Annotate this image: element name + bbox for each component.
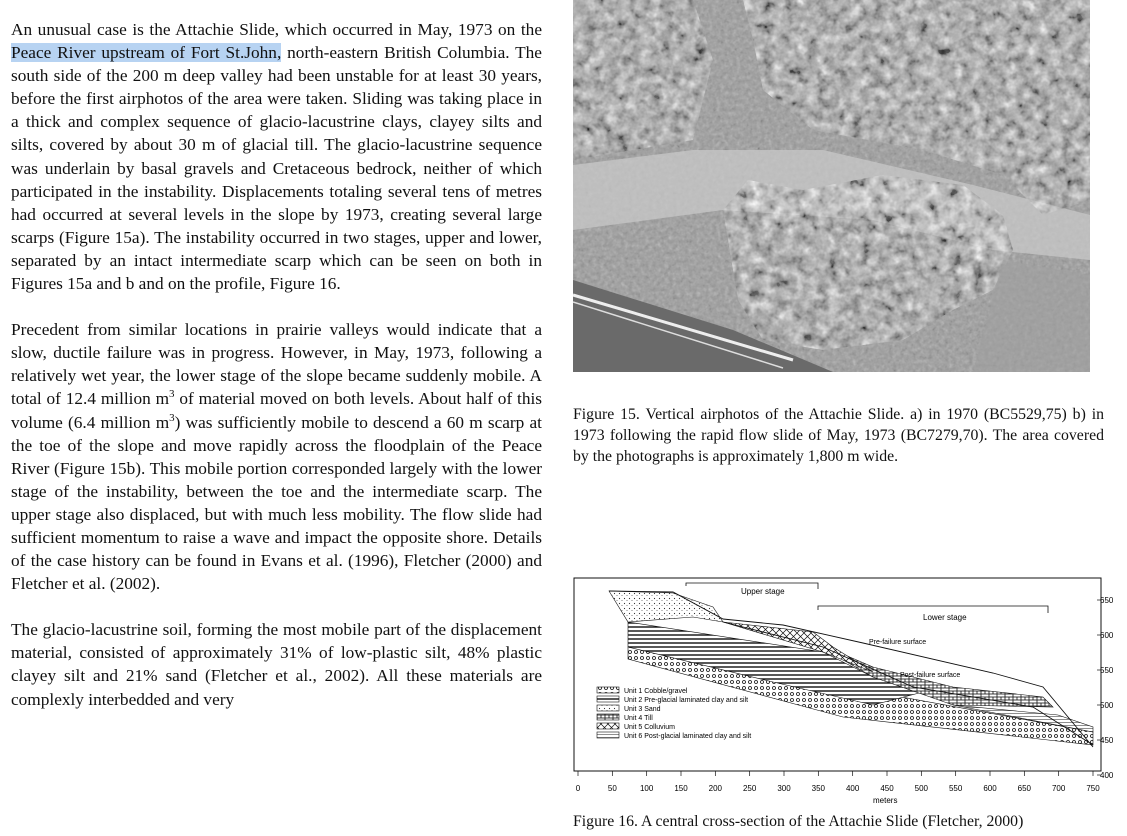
p1-text-end: north-eastern British Columbia. The south side of the 200 m deep valley had been unstable for at least 30 years, before the first airphotos of the area were taken. Sliding was taking place in a thick and complex sequence of glacio-lacustrine clays, clayey silts and silts, covered by about 30 m of glacial till. The glacio-lacustrine sequence was underlain by basal gravels and Cretaceous bedrock, neither of which participated in the instability. Displacements totaling several tens of metres had occurred at several levels in the slope by 1973, creating several large scarps (Figure 15a). The instability occurred in two stages, upper and lower, separated by an intact intermediate scarp which can be seen on both in Figures 15a and b and on the profile, Figure 16. xyxy=(11,43,542,294)
y-tick-label: 550 xyxy=(1100,666,1113,675)
p2-text-a: Precedent from similar locations in prairie valleys would indicate that a slow, ductile failure was in progress. However, in May, 1973, following a relatively wet year, the lower stage of the slope became suddenly mobile. A total of 12.4 million m xyxy=(11,320,542,409)
superscript-3: 3 xyxy=(169,411,175,424)
superscript-3: 3 xyxy=(169,388,175,401)
x-tick-label: 250 xyxy=(742,784,757,793)
text-selection-highlight[interactable]: Peace River upstream of Fort St.John, xyxy=(11,43,282,63)
pre-failure-label: Pre-failure surface xyxy=(869,639,927,646)
x-tick-label: 500 xyxy=(914,784,929,793)
legend-label: Unit 6 Post-glacial laminated clay and silt xyxy=(624,733,752,740)
legend-label: Unit 2 Pre-glacial laminated clay and silt xyxy=(624,697,749,704)
x-tick-label: 300 xyxy=(777,784,791,793)
p1-text-start: An unusual case is the Attachie Slide, which occurred in May, 1973 on the xyxy=(11,20,542,39)
figure-16-caption: Figure 16. A central cross-section of the Attachie Slide (Fletcher, 2000) xyxy=(573,813,1024,830)
legend-label: Unit 1 Cobble/gravel xyxy=(624,688,688,695)
y-tick-label: 650 xyxy=(1100,596,1113,605)
paragraph-1 xyxy=(11,18,542,295)
body-text-column xyxy=(11,18,542,734)
y-tick-label: 400 xyxy=(1100,771,1113,780)
x-tick-label: 600 xyxy=(983,784,997,793)
cross-section-diagram xyxy=(573,577,1113,809)
legend-swatch-unit6 xyxy=(597,732,619,738)
x-axis-label: meters xyxy=(873,796,898,805)
legend-swatch-unit4 xyxy=(597,714,619,720)
x-tick-label: 750 xyxy=(1086,784,1100,793)
x-tick-label: 450 xyxy=(880,784,894,793)
x-tick-label: 650 xyxy=(1017,784,1032,793)
paragraph-3: The glacio-lacustrine soil, forming the most mobile part of the displacement material, consisted of approximately 31% of low-plastic silt, 48% plastic clayey silt and 21% sand (Fletcher et al., 2002). All these materials are complexly interbedded and very xyxy=(11,620,542,709)
figure-15-caption: Figure 15. Vertical airphotos of the Attachie Slide. a) in 1970 (BC5529,75) b) in 1973 following the rapid flow slide of May, 1973 (BC7279,70). The area covered by the photographs is approximately 1,800 m wide. xyxy=(573,406,1104,465)
y-tick-label: 600 xyxy=(1100,631,1113,640)
x-tick-label: 100 xyxy=(639,784,654,793)
x-tick-label: 550 xyxy=(948,784,963,793)
paragraph-2 xyxy=(11,318,542,595)
lower-stage-label: Lower stage xyxy=(923,613,967,622)
x-axis xyxy=(576,771,1100,793)
legend-label: Unit 5 Colluvium xyxy=(624,724,675,731)
legend-swatch-unit5 xyxy=(597,723,619,729)
y-tick-label: 450 xyxy=(1100,736,1113,745)
legend-swatch-unit3 xyxy=(597,705,619,711)
x-tick-label: 200 xyxy=(708,784,723,793)
p2-text-c: ) was sufficiently mobile to descend a 60 m scarp at the toe of the slope and move rapidly across the floodplain of the Peace River (Figure 15b). This mobile portion corresponded largely with the lower stage of the instability, between the toe and the intermediate scarp. The upper stage also displaced, but with much less mobility. The flow slide had sufficient momentum to raise a wave and impact the opposite shore. Details of the case history can be found in Evans et al. (1996), Fletcher (2000) and Fletcher et al. (2002). xyxy=(11,412,542,594)
y-tick-label: 500 xyxy=(1100,701,1113,710)
x-tick-label: 400 xyxy=(845,784,860,793)
legend-label: Unit 4 Till xyxy=(624,715,653,722)
x-tick-label: 150 xyxy=(674,784,688,793)
p2-text-b: of material moved on both levels. About half of this volume (6.4 million m xyxy=(11,389,542,432)
figure-15-airphoto xyxy=(573,0,1090,372)
upper-stage-label: Upper stage xyxy=(741,587,785,596)
x-tick-label: 0 xyxy=(575,784,581,793)
x-tick-label: 700 xyxy=(1051,784,1066,793)
post-failure-label: Post-failure surface xyxy=(900,672,961,679)
x-tick-label: 350 xyxy=(811,784,826,793)
legend-label: Unit 3 Sand xyxy=(624,706,661,713)
legend-swatch-unit1 xyxy=(597,687,619,693)
legend-swatch-unit2 xyxy=(597,696,619,702)
x-tick-label: 50 xyxy=(607,784,617,793)
figure-16-cross-section xyxy=(573,577,1113,809)
airphoto-image xyxy=(573,0,1090,372)
